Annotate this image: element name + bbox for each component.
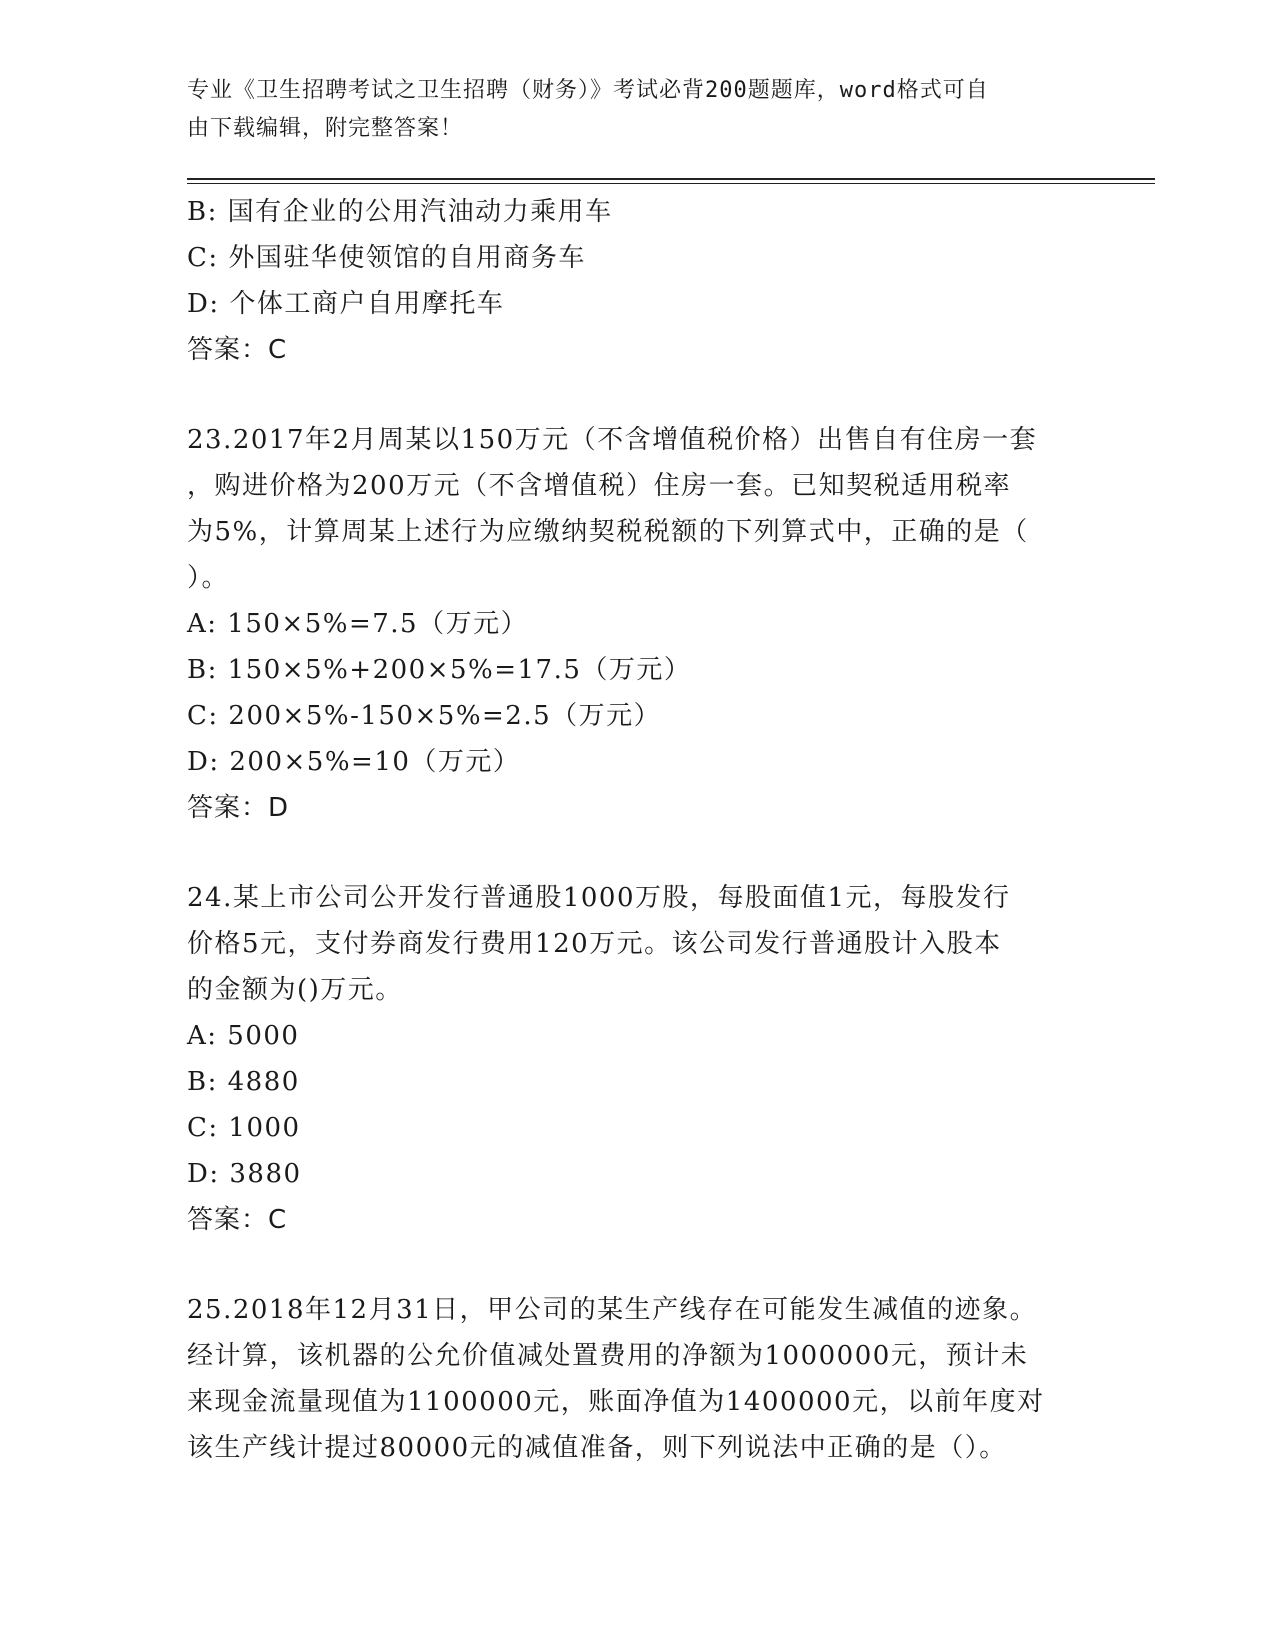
header-divider-thick: [187, 178, 1155, 180]
option-a: A: 5000: [187, 1021, 300, 1051]
option-d: D: 个体工商户自用摩托车: [187, 289, 505, 319]
answer-line: 答案：C: [187, 1205, 288, 1235]
option-d: D: 3880: [187, 1159, 302, 1189]
option-c: C: 1000: [187, 1113, 301, 1143]
question-list: [187, 189, 1087, 1471]
question-stem-line: 价格5元，支付券商发行费用120万元。该公司发行普通股计入股本: [187, 929, 1002, 959]
question-spacer: [187, 373, 1087, 417]
document-header: [187, 72, 1067, 148]
question-stem-line: ）。: [187, 563, 230, 593]
question-stem-line: 来现金流量现值为1100000元，账面净值为1400000元，以前年度对: [187, 1387, 1045, 1417]
question-stem-line: 为5%，计算周某上述行为应缴纳契税税额的下列算式中，正确的是（: [187, 517, 1029, 547]
header-line-2: 由下载编辑，附完整答案！: [187, 116, 464, 141]
option-c: C: 外国驻华使领馆的自用商务车: [187, 243, 586, 273]
question-24: [187, 875, 1087, 1243]
question-spacer: [187, 1243, 1087, 1287]
question-stem-line: 25.2018年12月31日，甲公司的某生产线存在可能发生减值的迹象。: [187, 1295, 1038, 1325]
header-divider-thin: [187, 183, 1155, 184]
answer-line: 答案：D: [187, 793, 290, 823]
answer-line: 答案：C: [187, 335, 288, 365]
question-stem-line: ，购进价格为200万元（不含增值税）住房一套。已知契税适用税率: [187, 471, 1012, 501]
question-spacer: [187, 831, 1087, 875]
option-c: C: 200×5%-150×5%=2.5（万元）: [187, 701, 662, 731]
option-d: D: 200×5%=10（万元）: [187, 747, 521, 777]
question-22: [187, 189, 1087, 373]
header-line-1: 专业《卫生招聘考试之卫生招聘（财务）》考试必背200题题库，word格式可自: [187, 78, 989, 103]
question-stem-line: 该生产线计提过80000元的减值准备，则下列说法中正确的是（）。: [187, 1433, 1007, 1463]
option-b: B: 4880: [187, 1067, 300, 1097]
option-b: B: 国有企业的公用汽油动力乘用车: [187, 197, 613, 227]
option-a: A: 150×5%=7.5（万元）: [187, 609, 529, 639]
question-25: [187, 1287, 1087, 1471]
question-stem-line: 23.2017年2月周某以150万元（不含增值税价格）出售自有住房一套: [187, 425, 1038, 455]
question-23: [187, 417, 1087, 831]
question-stem-line: 经计算，该机器的公允价值减处置费用的净额为1000000元，预计未: [187, 1341, 1029, 1371]
option-b: B: 150×5%+200×5%=17.5（万元）: [187, 655, 692, 685]
question-stem-line: 的金额为()万元。: [187, 975, 403, 1005]
question-stem-line: 24.某上市公司公开发行普通股1000万股，每股面值1元，每股发行: [187, 883, 1011, 913]
